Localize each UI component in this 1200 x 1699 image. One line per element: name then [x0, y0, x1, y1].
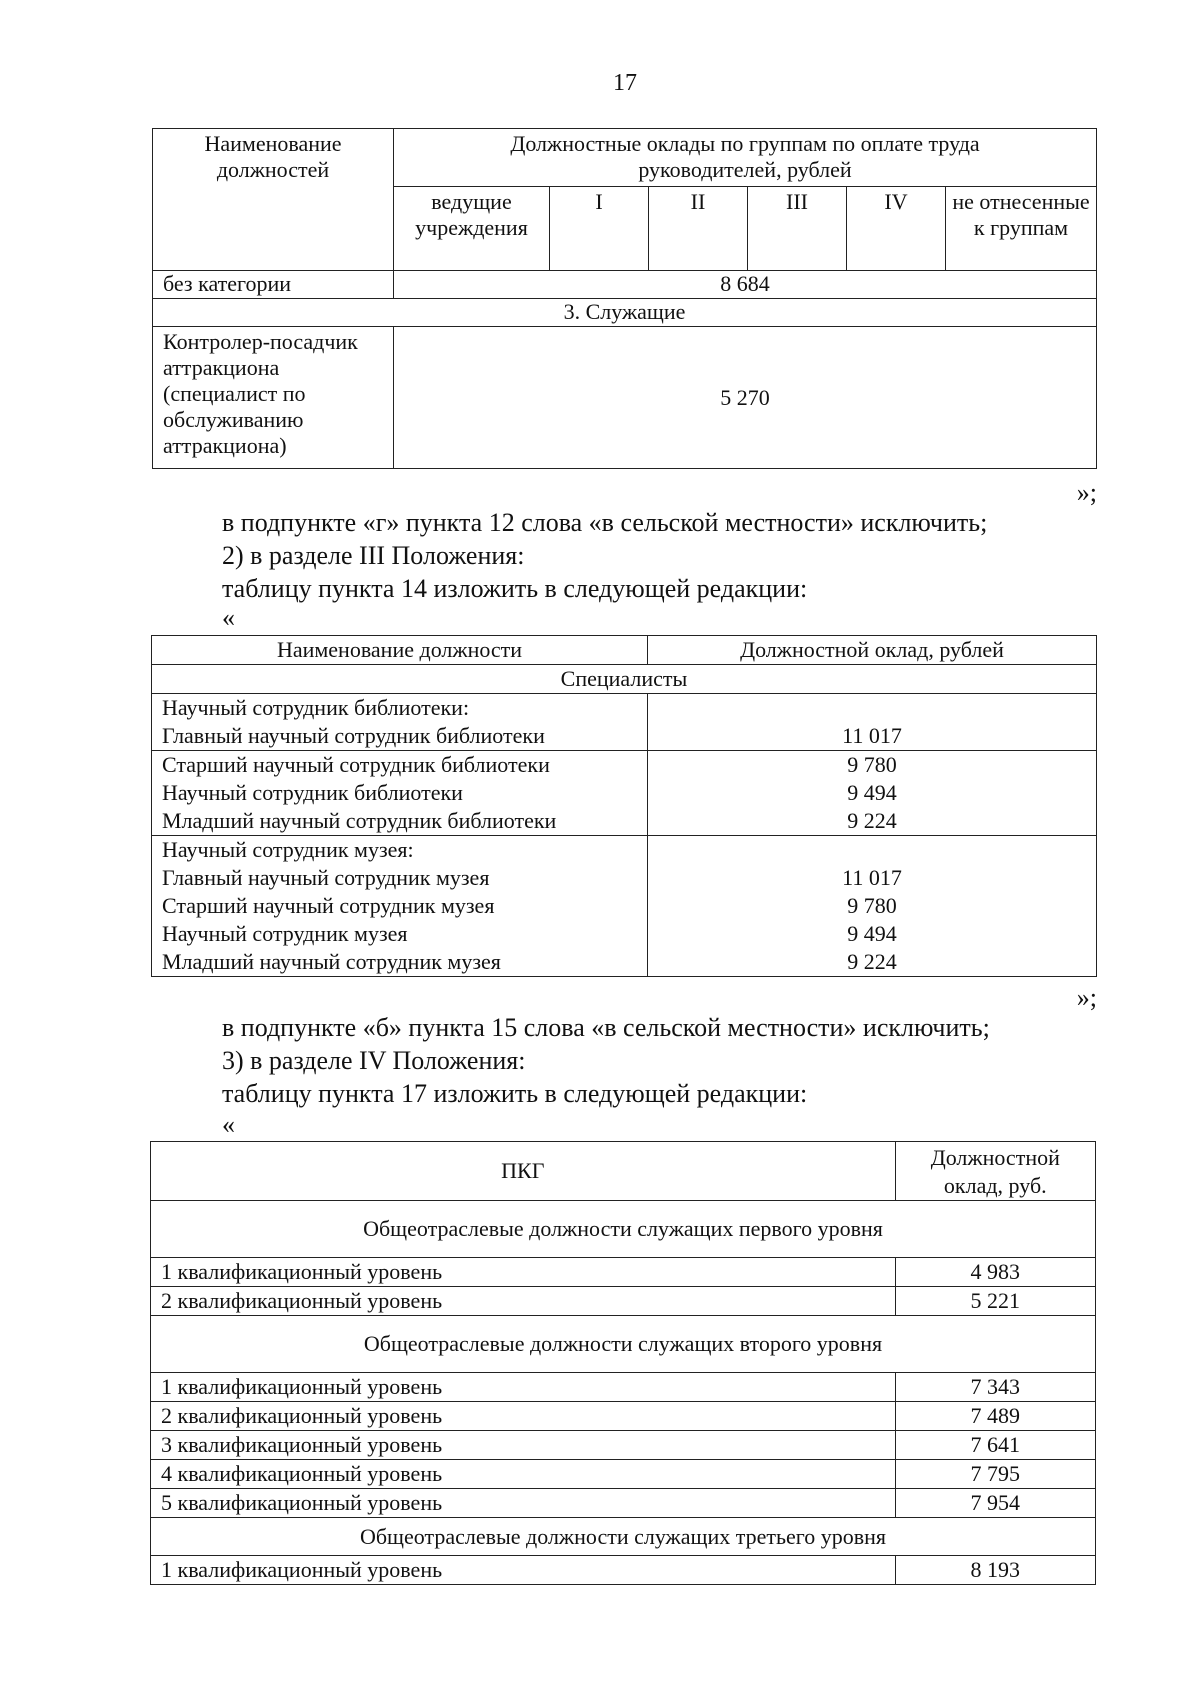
salary-by-group-table [152, 128, 1097, 469]
level-label: 1 квалификационный уровень [151, 1258, 896, 1287]
group-names-museum [152, 836, 648, 977]
row-label-controller: Контролер-посадчик аттракциона (специалист по обслуживанию аттракциона) [153, 327, 394, 469]
list-value: 9 780 [847, 752, 897, 777]
group-col-3: III [748, 187, 847, 271]
list-value: 9 494 [847, 780, 897, 805]
level-value: 8 193 [895, 1556, 1095, 1585]
paragraph-line: 3) в разделе IV Положения: [222, 1046, 526, 1075]
header-salary-groups: Должностные оклады по группам по оплате труда руководителей, рублей [394, 129, 1097, 187]
paragraph-line: таблицу пункта 14 изложить в следующей редакции: [222, 574, 808, 603]
list-item: Научный сотрудник библиотеки: [162, 695, 470, 720]
list-item: Старший научный сотрудник музея [162, 893, 495, 918]
list-value [648, 836, 1096, 864]
level-label: 1 квалификационный уровень [151, 1556, 896, 1585]
list-item: Научный сотрудник музея [162, 921, 408, 946]
closing-quote: »; [1076, 478, 1097, 507]
paragraph-line: в подпункте «г» пункта 12 слова «в сельской местности» исключить; [222, 508, 988, 537]
page-number: 17 [613, 70, 637, 96]
paragraph-line: в подпункте «б» пункта 15 слова «в сельской местности» исключить; [222, 1013, 990, 1042]
level-label: 5 квалификационный уровень [151, 1489, 896, 1518]
header-pkg: ПКГ [151, 1142, 896, 1201]
list-value: 9 224 [847, 949, 897, 974]
list-item: Главный научный сотрудник библиотеки [162, 723, 545, 748]
level-value: 7 641 [895, 1431, 1095, 1460]
level-value: 5 221 [895, 1287, 1095, 1316]
list-item: Младший научный сотрудник музея [162, 949, 501, 974]
row-label-no-category: без категории [153, 271, 394, 299]
level-value: 4 983 [895, 1258, 1095, 1287]
scientific-staff-salary-table [151, 635, 1097, 977]
section-title-level-1: Общеотраслевые должности служащих первого уровня [151, 1201, 1096, 1258]
header-salary: Должностной оклад, рублей [648, 636, 1097, 665]
opening-quote: « [222, 603, 235, 632]
group-col-unassigned: не отнесенные к группам [946, 187, 1097, 271]
list-item: Младший научный сотрудник библиотеки [162, 808, 557, 833]
list-item: Научный сотрудник музея: [162, 837, 414, 862]
level-label: 1 квалификационный уровень [151, 1373, 896, 1402]
group-names-library-lead [152, 694, 648, 751]
header-salary: Должностной оклад, руб. [895, 1142, 1095, 1201]
level-label: 2 квалификационный уровень [151, 1402, 896, 1431]
group-values-museum [648, 836, 1097, 977]
list-item: Главный научный сотрудник музея [162, 865, 490, 890]
level-value: 7 489 [895, 1402, 1095, 1431]
group-values-library [648, 751, 1097, 836]
group-names-library [152, 751, 648, 836]
pkg-salary-table [150, 1141, 1096, 1585]
header-position-name: Наименование должностей [153, 129, 394, 271]
closing-quote: »; [1076, 983, 1097, 1012]
level-value: 7 795 [895, 1460, 1095, 1489]
group-col-2: II [649, 187, 748, 271]
list-value: 9 224 [847, 808, 897, 833]
group-col-leading: ведущие учреждения [394, 187, 550, 271]
level-label: 3 квалификационный уровень [151, 1431, 896, 1460]
list-value [648, 694, 1096, 722]
group-values-library-lead [648, 694, 1097, 751]
list-value: 9 494 [847, 921, 897, 946]
paragraph-line: таблицу пункта 17 изложить в следующей редакции: [222, 1079, 808, 1108]
list-value: 11 017 [842, 723, 902, 748]
section-title-specialists: Специалисты [152, 665, 1097, 694]
level-value: 7 954 [895, 1489, 1095, 1518]
row-value-no-category: 8 684 [394, 271, 1097, 299]
paragraph-line: 2) в разделе III Положения: [222, 541, 525, 570]
section-title-level-2: Общеотраслевые должности служащих второго уровня [151, 1316, 1096, 1373]
header-position: Наименование должности [152, 636, 648, 665]
list-value: 11 017 [842, 865, 902, 890]
level-value: 7 343 [895, 1373, 1095, 1402]
list-item: Научный сотрудник библиотеки [162, 780, 463, 805]
section-title-level-3: Общеотраслевые должности служащих третьего уровня [151, 1518, 1096, 1556]
opening-quote: « [222, 1110, 235, 1139]
list-item: Старший научный сотрудник библиотеки [162, 752, 550, 777]
row-value-controller: 5 270 [394, 327, 1097, 469]
section-title-employees: 3. Служащие [153, 299, 1097, 327]
list-value: 9 780 [847, 893, 897, 918]
level-label: 2 квалификационный уровень [151, 1287, 896, 1316]
group-col-4: IV [847, 187, 946, 271]
group-col-1: I [550, 187, 649, 271]
level-label: 4 квалификационный уровень [151, 1460, 896, 1489]
